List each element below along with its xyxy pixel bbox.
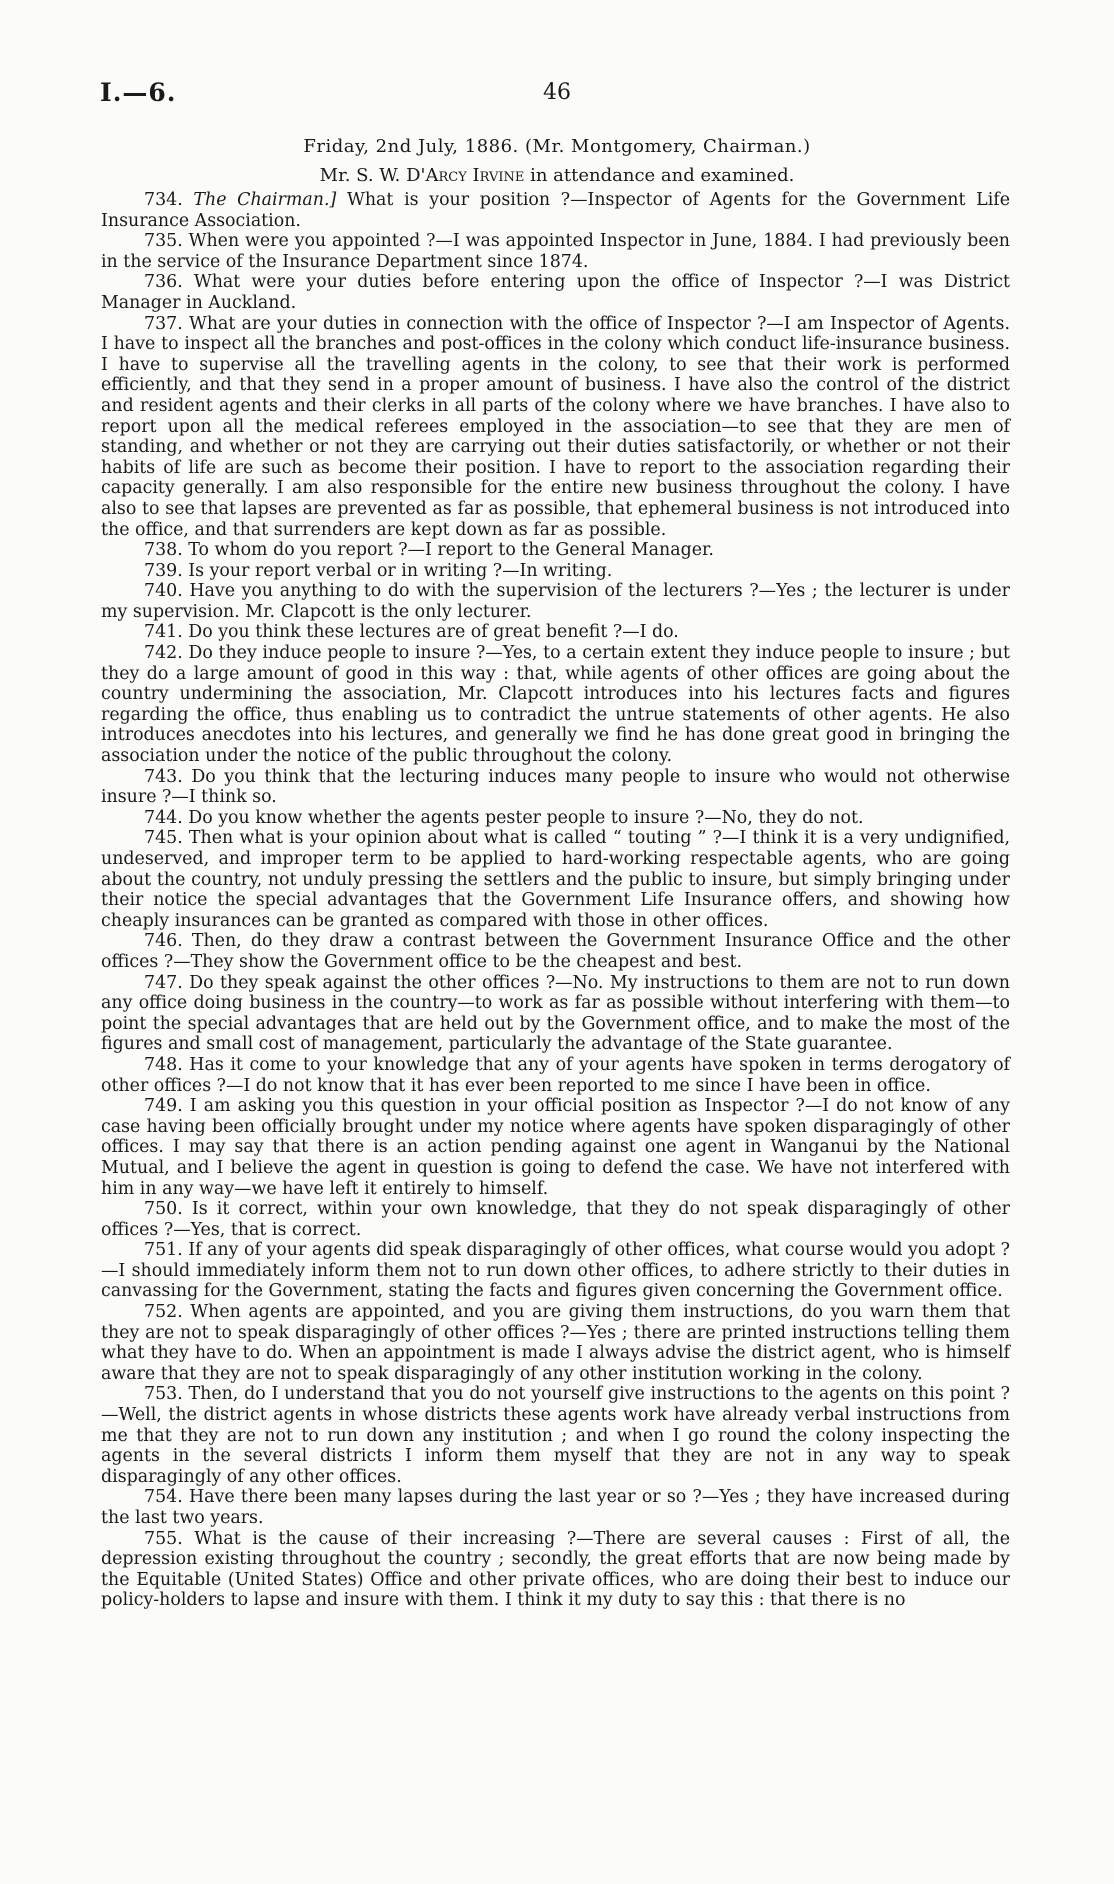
question-answer-text: Have there been many lapses during the last year or so ?—Yes ; they have increased during the last two years. — [101, 1487, 1011, 1528]
testimony-paragraph — [101, 1384, 1010, 1487]
witness-suffix: in attendance and examined. — [530, 165, 795, 186]
question-answer-text: I am asking you this question in your official position as Inspector ?—I do not know of any case having been officially brought under my notice where agents have spoken disparagingly of other offices. I may say that there is an action pending against one agent in Wanganui by the National Mutual, and I believe the agent in question is going to defend the case. We have not interfered with him in any way—we have left it entirely to himself. — [101, 1096, 1010, 1199]
question-answer-text: Has it come to your knowledge that any of your agents have spoken in terms derogatory of other offices ?—I do not know that it has ever been reported to me since I have been in office. — [101, 1054, 1010, 1096]
testimony-paragraph — [101, 1529, 1010, 1611]
session-heading — [0, 136, 1114, 157]
question-number: 754. — [144, 1487, 189, 1508]
question-answer-text: Do you think that the lecturing induces many people to insure who would not otherwise insure ?—I think so. — [101, 766, 1011, 808]
speaker: The Chairman.] — [193, 190, 347, 210]
testimony-paragraph — [101, 643, 1010, 767]
testimony-paragraph — [101, 973, 1010, 1055]
question-answer-text: Is it correct, within your own knowledge, that they do not speak disparagingly of other offices ?—Yes, that is correct. — [101, 1199, 1010, 1240]
question-number: 744. — [144, 807, 189, 828]
testimony-paragraph — [101, 622, 1010, 643]
testimony-paragraph — [101, 767, 1010, 808]
page-reference: I.—6. — [100, 78, 177, 107]
testimony-paragraph — [101, 581, 1010, 622]
testimony-paragraph — [101, 931, 1010, 972]
testimony-paragraph — [101, 272, 1010, 313]
question-answer-text: What were your duties before entering upon the office of Inspector ?—I was District Manager in Auckland. — [101, 272, 1010, 313]
witness-name: D'Arcy Irvine — [406, 165, 525, 186]
testimony-paragraph — [101, 1240, 1010, 1302]
testimony-paragraph — [101, 808, 1010, 829]
question-number: 740. — [144, 581, 190, 602]
testimony-paragraph — [101, 1199, 1010, 1240]
question-number: 752. — [144, 1302, 191, 1323]
question-number: 739. — [144, 560, 189, 581]
question-number: 738. — [144, 540, 189, 561]
question-number: 747. — [144, 972, 190, 993]
question-number: 743. — [144, 766, 192, 787]
question-answer-text: When agents are appointed, and you are giving them instructions, do you warn them that they are not to speak disparagingly of other offices ?—Yes ; there are printed instructions telling them what they have to do. When an appointment is made I always advise the district agent, who is himself aware that they are not to speak disparagingly of any other institution working in the colony. — [101, 1302, 1011, 1384]
testimony-paragraph — [101, 190, 1010, 231]
question-number: 734. — [144, 190, 194, 210]
question-number: 749. — [144, 1096, 190, 1117]
question-answer-text: What is your position ?—Inspector of Agents for the Government Life Insurance Association. — [101, 190, 1010, 231]
testimony-paragraph — [101, 314, 1010, 541]
question-number: 735. — [144, 231, 189, 252]
question-answer-text: Do you know whether the agents pester people to insure ?—No, they do not. — [188, 807, 864, 828]
question-number: 751. — [144, 1240, 189, 1261]
testimony-paragraph — [101, 231, 1010, 272]
testimony-paragraph — [101, 561, 1010, 582]
question-answer-text: Is your report verbal or in writing ?—In writing. — [188, 560, 613, 581]
question-answer-text: When were you appointed ?—I was appointed Inspector in June, 1884. I had previously been in the service of the Insurance Department since 1874. — [101, 231, 1010, 272]
testimony-paragraph — [101, 540, 1010, 561]
question-answer-text: Do they induce people to insure ?—Yes, to a certain extent they induce people to insure ; but they do a large amount of good in this way : that, while agents of other offices are going about the country undermining the association, Mr. Clapcott introduces into his lectures facts and figures regarding the office, thus enabling us to contradict the untrue statements of other agents. He also introduces anecdotes into his lectures, and generally we find he has done great good in bringing the association under the notice of the public throughout the colony. — [101, 643, 1010, 767]
question-number: 742. — [144, 643, 189, 664]
question-answer-text: Do you think these lectures are of great benefit ?—I do. — [188, 622, 679, 643]
question-answer-text: What is the cause of their increasing ?—There are several causes : First of all, the depression existing throughout the country ; secondly, the great efforts that are now being made by the Equitable (United States) Office and other private offices, who are doing their best to induce our policy-holders to lapse and insure with them. I think it my duty to say this : that there is no — [101, 1528, 1011, 1611]
question-number: 736. — [144, 272, 194, 293]
question-answer-text: Then, do I understand that you do not yourself give instructions to the agents on this point ?—Well, the district agents in whose districts these agents work have already verbal instructions from me that they are not to run down any institution ; and when I go round the colony inspecting the agents in the several districts I inform them myself that they are not in any way to speak disparagingly of any other offices. — [101, 1384, 1010, 1487]
running-head — [100, 78, 1014, 114]
question-answer-text: What are your duties in connection with the office of Inspector ?—I am Inspector of Agents. I have to inspect all the branches and post-offices in the colony which conduct life-insurance business. I have to supervise all the travelling agents in the colony, to see that their work is performed efficiently, and that they send in a proper amount of business. I have also the control of the district and resident agents and their clerks in all parts of the colony where we have branches. I have also to report upon all the medical referees employed in the association—to see that they are men of standing, and whether or not they are carrying out their duties satisfactorily, or whether or not their habits of life are such as become their position. I have to report to the association regarding their capacity generally. I am also responsible for the entire new business throughout the colony. I have also to see that lapses are prevented as far as possible, that ephemeral business is not introduced into the office, and that surrenders are kept down as far as possible. — [101, 313, 1011, 540]
testimony-paragraph — [101, 1302, 1010, 1384]
question-answer-text: Then what is your opinion about what is called “ touting ” ?—I think it is a very undignified, undeserved, and improper term to be applied to hard-working respectable agents, who are going about the country, not unduly pressing the settlers and the public to insure, but simply bringing under their notice the special advantages that the Government Life Insurance offers, and showing how cheaply insurances can be granted as compared with those in other offices. — [101, 828, 1010, 931]
session-chairman: (Mr. Montgomery, Chairman.) — [525, 136, 811, 157]
testimony-paragraph — [101, 1055, 1010, 1096]
question-number: 746. — [144, 931, 192, 952]
question-number: 745. — [144, 828, 189, 849]
testimony-paragraph — [101, 828, 1010, 931]
testimony-paragraph — [101, 1487, 1010, 1528]
question-answer-text: Then, do they draw a contrast between the Government Insurance Office and the other offices ?—They show the Government office to be the cheapest and best. — [101, 931, 1011, 972]
question-number: 750. — [144, 1199, 192, 1220]
testimony-paragraph — [101, 1096, 1010, 1199]
witness-prefix: Mr. S. W. — [319, 165, 401, 186]
session-date: Friday, 2nd July, 1886. — [303, 136, 519, 157]
question-answer-text: If any of your agents did speak disparagingly of other offices, what course would you adopt ?—I should immediately inform them not to run down other offices, to adhere strictly to their duties in canvassing for the Government, stating the facts and figures given concerning the Government office. — [101, 1240, 1011, 1302]
question-answer-text: Do they speak against the other offices ?—No. My instructions to them are not to run down any office doing business in the country—to work as far as possible without interfering with them—to point the special advantages that are held out by the Government office, and to make the most of the figures and small cost of management, particularly the advantage of the State guarantee. — [101, 972, 1011, 1055]
question-number: 737. — [144, 313, 189, 334]
testimony-body — [101, 190, 1010, 1611]
question-number: 748. — [144, 1054, 190, 1075]
question-number: 753. — [144, 1384, 189, 1405]
question-number: 755. — [144, 1528, 195, 1549]
witness-line — [0, 165, 1114, 186]
page-number: 46 — [543, 80, 571, 105]
question-answer-text: To whom do you report ?—I report to the General Manager. — [188, 540, 714, 561]
question-number: 741. — [144, 622, 189, 643]
question-answer-text: Have you anything to do with the supervision of the lecturers ?—Yes ; the lecturer is under my supervision. Mr. Clapcott is the only lecturer. — [101, 581, 1010, 622]
